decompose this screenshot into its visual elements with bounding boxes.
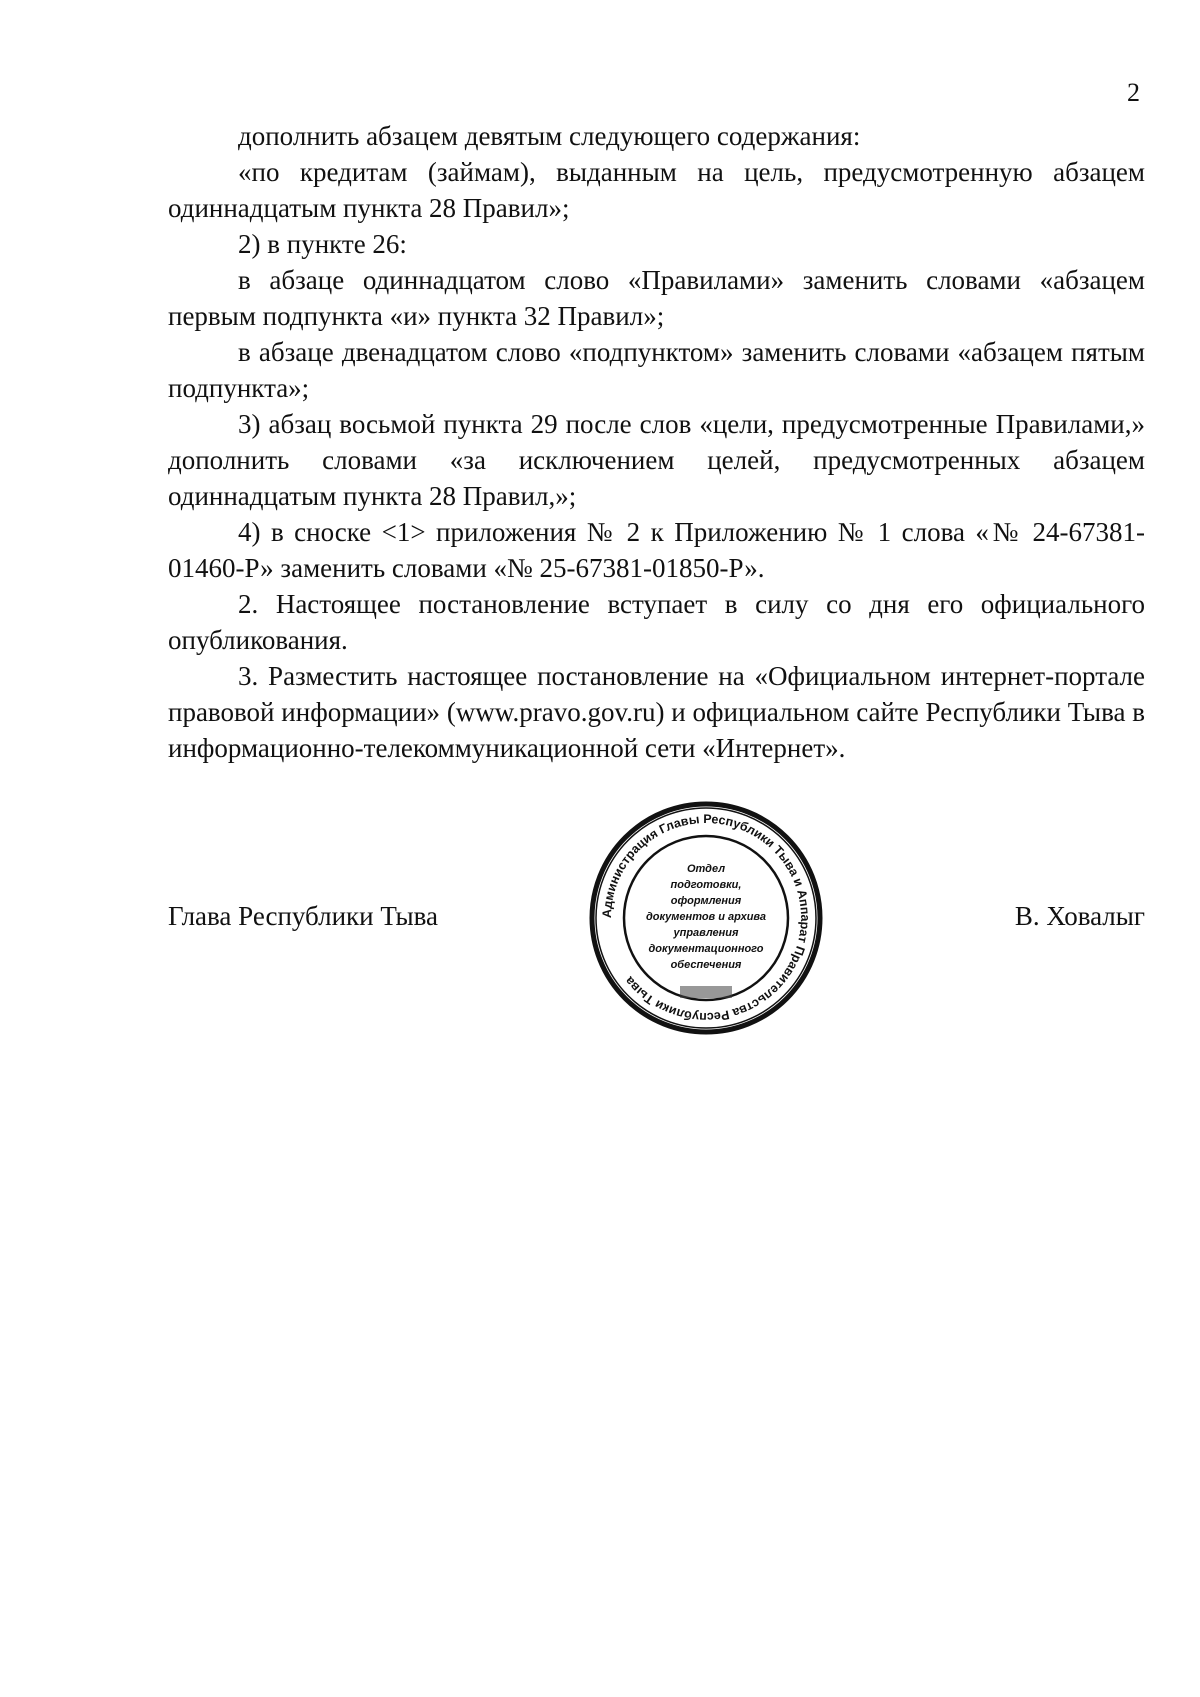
seal-center-line-1: Отдел bbox=[686, 863, 726, 875]
seal-graphic bbox=[588, 800, 824, 1036]
seal-center-line-2: подготовки, bbox=[670, 879, 742, 891]
paragraph-4: в абзаце одиннадцатом слово «Правилами» заменить словами «абзацем первым подпункта «и» пункта 32 Правил»; bbox=[168, 265, 1145, 331]
seal-center-line-3: оформления bbox=[670, 895, 742, 907]
seal-ring-textpath: Администрация Главы Республики Тыва и Аппарат Правительства Республики Тыва bbox=[599, 811, 813, 1025]
paragraph-9: 3. Разместить настоящее постановление на «Официальном интернет-портале правовой информации» (www.pravo.gov.ru) и официальном сайте Республики Тыва в информационно-телекоммуникационной сети «Интернет». bbox=[168, 661, 1145, 763]
seal-center-line-4: документов и архива bbox=[645, 911, 767, 923]
seal-center-line-6: документационного bbox=[648, 943, 764, 955]
paragraph-5: в абзаце двенадцатом слово «подпунктом» заменить словами «абзацем пятым подпункта»; bbox=[168, 337, 1145, 403]
paragraph-3: 2) в пункте 26: bbox=[238, 229, 407, 259]
signatory-name: В. Ховалыг bbox=[1014, 901, 1145, 931]
paragraph-2: «по кредитам (займам), выданным на цель, предусмотренную абзацем одиннадцатым пункта 28 Правил»; bbox=[168, 157, 1145, 223]
paragraph-6: 3) абзац восьмой пункта 29 после слов «цели, предусмотренные Правилами,» дополнить словами «за исключением целей, предусмотренных абзацем одиннадцатым пункта 28 Правил,»; bbox=[168, 409, 1145, 511]
document-body bbox=[168, 118, 1145, 766]
seal-center-line-5: управления bbox=[673, 927, 739, 939]
paragraph-1: дополнить абзацем девятым следующего содержания: bbox=[238, 121, 861, 151]
seal-center-line-7: обеспечения bbox=[670, 959, 742, 971]
page-number: 2 bbox=[1127, 78, 1140, 107]
official-seal bbox=[588, 800, 824, 1036]
signatory-position: Глава Республики Тыва bbox=[168, 901, 439, 931]
seal-smudge-mark bbox=[680, 986, 732, 998]
paragraph-8: 2. Настоящее постановление вступает в силу со дня его официального опубликования. bbox=[168, 589, 1145, 655]
paragraph-7: 4) в сноске <1> приложения № 2 к Приложению № 1 слова «№ 24-67381-01460-Р» заменить словами «№ 25-67381-01850-Р». bbox=[168, 517, 1145, 583]
